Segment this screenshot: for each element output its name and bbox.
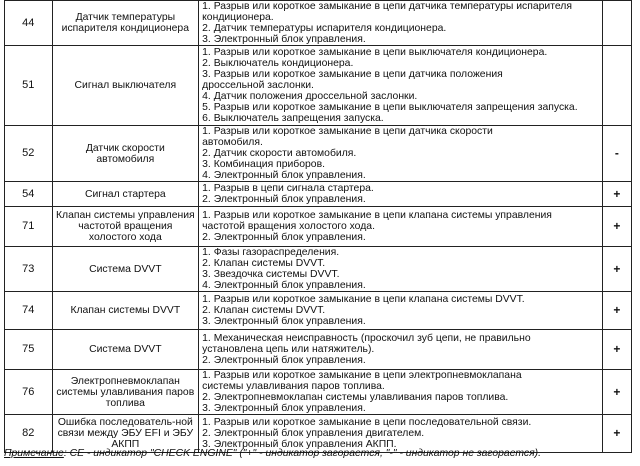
fault-conditions-cell	[199, 330, 603, 370]
check-engine-indicator-cell	[602, 1, 631, 46]
fault-condition-line: 4. Электронный блок управления.	[202, 170, 366, 181]
fault-condition-line: 6. Выключатель запрещения запуска.	[202, 113, 384, 124]
footnote-label: Примечание	[4, 448, 64, 459]
signal-name-cell: Датчик температуры испарителя кондиционера	[52, 1, 199, 46]
fault-condition-line: 1. Разрыв или короткое замыкание в цепи выключателя кондиционера.	[202, 47, 548, 58]
fault-conditions-cell	[199, 292, 603, 330]
fault-condition-line: 4. Датчик положения дроссельной заслонки.	[202, 91, 418, 102]
signal-name-cell: Клапан системы DVVT	[52, 292, 199, 330]
fault-conditions-cell	[199, 126, 603, 182]
table-row	[5, 415, 632, 453]
fault-condition-line: 3. Электронный блок управления.	[202, 34, 366, 45]
fault-condition-line: 3. Звездочка системы DVVT.	[202, 269, 340, 280]
code-cell: 51	[5, 46, 53, 126]
fault-conditions-cell	[199, 207, 603, 247]
code-cell: 74	[5, 292, 53, 330]
fault-conditions-cell	[199, 46, 603, 126]
check-engine-indicator-cell: +	[602, 330, 631, 370]
footnote	[4, 448, 541, 459]
check-engine-indicator-cell	[602, 46, 631, 126]
fault-condition-line: 1. Разрыв или короткое замыкание в цепи клапана системы DVVT.	[202, 294, 525, 305]
fault-condition-line: 2. Электронный блок управления.	[202, 232, 366, 243]
fault-conditions-cell	[199, 415, 603, 453]
fault-condition-line: автомобиля.	[202, 137, 263, 148]
check-engine-indicator-cell: +	[602, 415, 631, 453]
code-cell: 71	[5, 207, 53, 247]
fault-condition-line: частотой вращения холостого хода.	[202, 221, 375, 232]
fault-condition-line: 2. Датчик скорости автомобиля.	[202, 148, 357, 159]
diagnostic-codes-table	[4, 0, 632, 453]
fault-condition-line: 2. Электропневмоклапан системы улавливания паров топлива.	[202, 392, 509, 403]
check-engine-indicator-cell: +	[602, 292, 631, 330]
fault-condition-line: 1. Разрыв или короткое замыкание в цепи последовательной связи.	[202, 417, 532, 428]
fault-conditions-cell	[199, 370, 603, 415]
signal-name-cell: Система DVVT	[52, 247, 199, 292]
signal-name-cell: Ошибка последователь-ной связи между ЭБУ EFI и ЭБУ АКПП	[52, 415, 199, 453]
code-cell: 75	[5, 330, 53, 370]
fault-condition-line: дроссельной заслонки.	[202, 80, 314, 91]
fault-condition-line: 2. Клапан системы DVVT.	[202, 305, 326, 316]
check-engine-indicator-cell: +	[602, 247, 631, 292]
fault-condition-line: 3. Электронный блок управления.	[202, 403, 366, 414]
fault-conditions-cell	[199, 182, 603, 207]
signal-name-cell: Сигнал стартера	[52, 182, 199, 207]
fault-condition-line: 2. Электронный блок управления.	[202, 355, 366, 366]
table-row	[5, 182, 632, 207]
table-row	[5, 126, 632, 182]
table-row	[5, 46, 632, 126]
signal-name-cell: Система DVVT	[52, 330, 199, 370]
fault-condition-line: 1. Разрыв или короткое замыкание в цепи датчика температуры испарителя	[202, 1, 572, 12]
fault-condition-line: 1. Разрыв или короткое замыкание в цепи клапана системы управления	[202, 210, 552, 221]
code-cell: 52	[5, 126, 53, 182]
table-row	[5, 292, 632, 330]
footnote-text: : CE - индикатор "CHECK ENGINE" ("+" - индикатор загорается, "-" - индикатор не загорается).	[63, 448, 541, 459]
fault-condition-line: 2. Датчик температуры испарителя кондиционера.	[202, 23, 447, 34]
code-cell: 76	[5, 370, 53, 415]
fault-conditions-cell	[199, 247, 603, 292]
table-row	[5, 207, 632, 247]
fault-conditions-cell	[199, 1, 603, 46]
fault-condition-line: 1. Механическая неисправность (проскочил зуб цепи, не правильно	[202, 333, 531, 344]
diagnostic-codes-sheet	[4, 0, 632, 453]
signal-name-cell: Клапан системы управления частотой вращения холостого хода	[52, 207, 199, 247]
table-row	[5, 1, 632, 46]
check-engine-indicator-cell: +	[602, 182, 631, 207]
fault-condition-line: 3. Электронный блок управления.	[202, 316, 366, 327]
signal-name-cell: Сигнал выключателя	[52, 46, 199, 126]
check-engine-indicator-cell: -	[602, 126, 631, 182]
code-cell: 54	[5, 182, 53, 207]
fault-condition-line: 3. Комбинация приборов.	[202, 159, 325, 170]
table-row	[5, 247, 632, 292]
fault-condition-line: 3. Электронный блок управления АКПП.	[202, 439, 397, 450]
code-cell: 82	[5, 415, 53, 453]
fault-condition-line: 1. Разрыв или короткое замыкание в цепи датчика скорости	[202, 126, 493, 137]
fault-condition-line: 4. Электронный блок управления.	[202, 280, 366, 291]
fault-condition-line: установлена цепь или натяжитель).	[202, 344, 375, 355]
signal-name-cell: Датчик скорости автомобиля	[52, 126, 199, 182]
code-cell: 44	[5, 1, 53, 46]
signal-name-cell: Электропневмоклапан системы улавливания паров топлива	[52, 370, 199, 415]
fault-condition-line: 2. Электронный блок управления.	[202, 194, 366, 205]
check-engine-indicator-cell: +	[602, 207, 631, 247]
fault-condition-line: кондиционера.	[202, 12, 274, 23]
fault-condition-line: 1. Разрыв или короткое замыкание в цепи электропневмоклапана	[202, 370, 522, 381]
fault-condition-line: системы улавливания паров топлива.	[202, 381, 385, 392]
fault-condition-line: 5. Разрыв или короткое замыкание в цепи выключателя запрещения запуска.	[202, 102, 578, 113]
table-row	[5, 330, 632, 370]
fault-condition-line: 2. Электронный блок управления двигателем.	[202, 428, 425, 439]
check-engine-indicator-cell: +	[602, 370, 631, 415]
code-cell: 73	[5, 247, 53, 292]
fault-condition-line: 1. Фазы газораспределения.	[202, 247, 340, 258]
fault-condition-line: 2. Выключатель кондиционера.	[202, 58, 354, 69]
table-body	[5, 1, 632, 453]
fault-condition-line: 1. Разрыв в цепи сигнала стартера.	[202, 183, 374, 194]
table-row	[5, 370, 632, 415]
fault-condition-line: 2. Клапан системы DVVT.	[202, 258, 326, 269]
fault-condition-line: 3. Разрыв или короткое замыкание в цепи датчика положения	[202, 69, 503, 80]
